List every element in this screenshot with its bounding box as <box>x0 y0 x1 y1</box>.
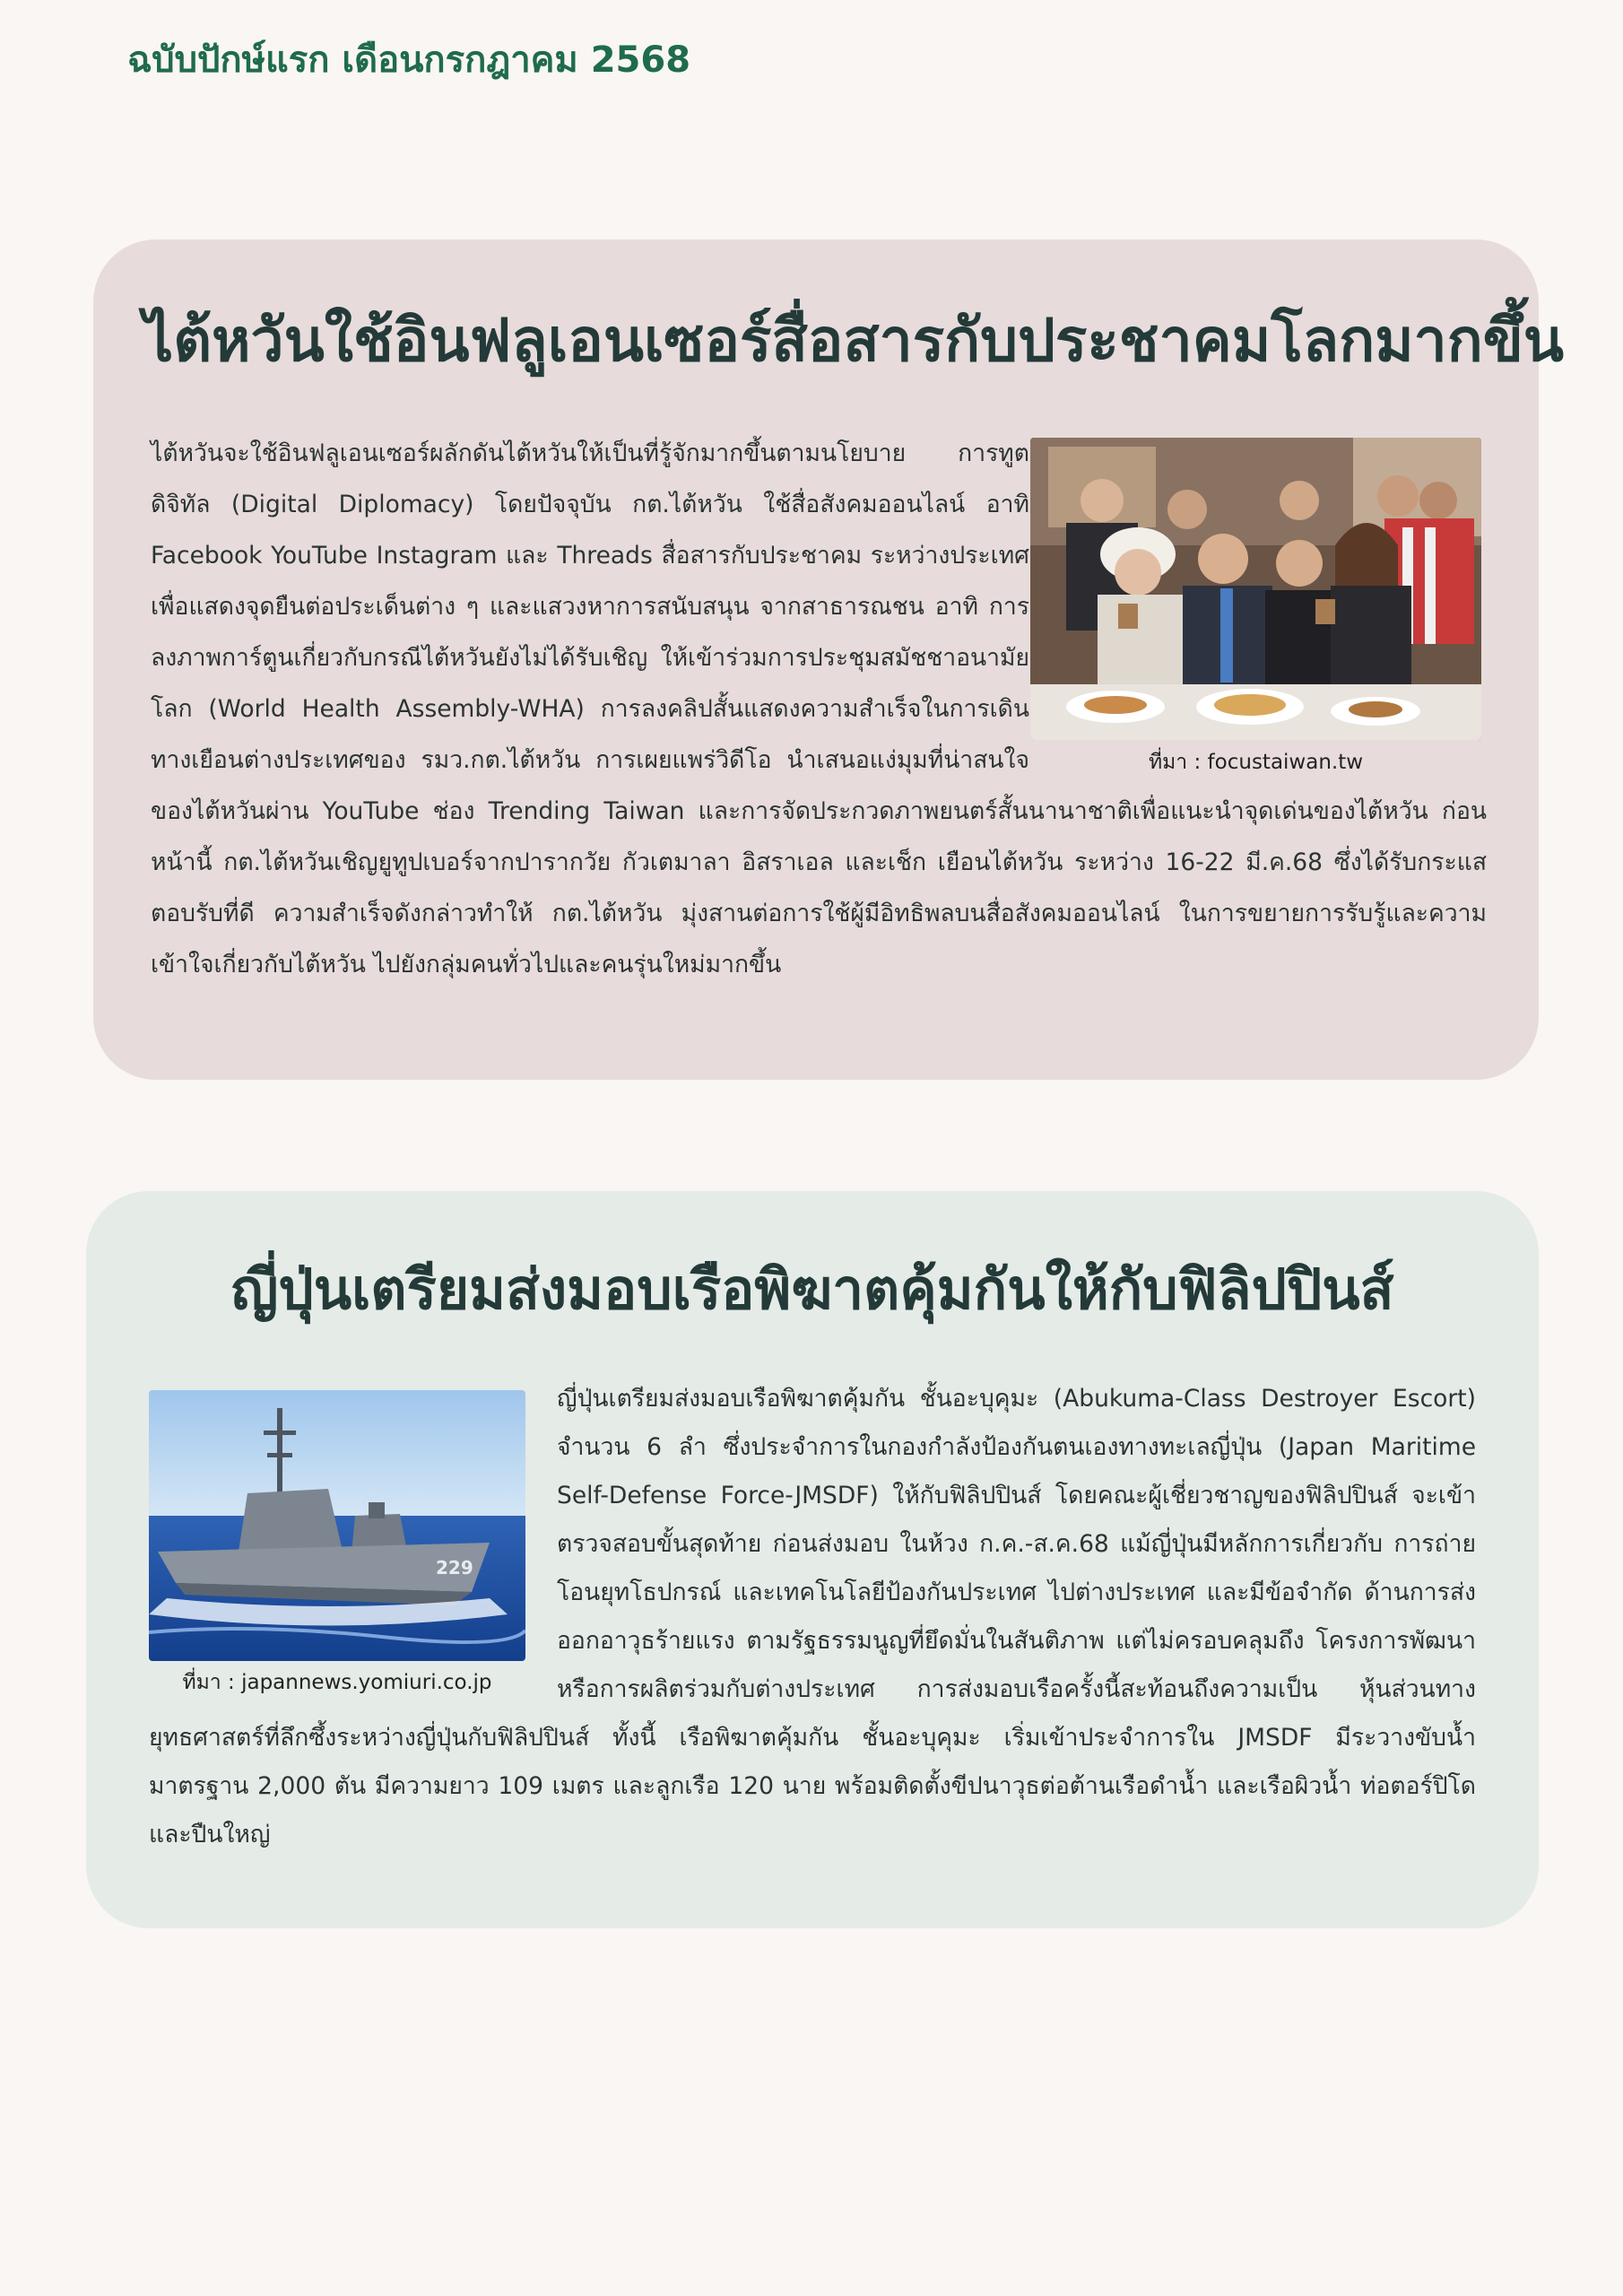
article-japan-card <box>86 1191 1539 1928</box>
article-title: ญี่ปุ่นเตรียมส่งมอบเรือพิฆาตคุ้มกันให้กับฟิลิปปินส์ <box>230 1257 1394 1322</box>
article-title: ไต้หวันใช้อินฟลูเอนเซอร์สื่อสารกับประชาคมโลกมากขึ้น <box>143 306 1564 375</box>
ship-hull-number: 229 <box>436 1557 473 1578</box>
article-body: ไต้หวันจะใช้อินฟลูเอนเซอร์ผลักดันไต้หวันให้เป็นที่รู้จักมากขึ้นตามนโยบาย การทูตดิจิทัล (Digital Diplomacy) โดยปัจจุบัน กต.ไต้หวัน ใช้สื่อสังคมออนไลน์ อาทิ Facebook YouTube Instagram และ Threads สื่อสารกับประชาคม ระหว่างประเทศ เพื่อแสดงจุดยืนต่อประเด็นต่าง ๆ และแสวงหาการสนับสนุน จากสาธารณชน อาทิ การลงภาพการ์ตูนเกี่ยวกับกรณีไต้หวันยังไม่ได้รับเชิญ ให้เข้าร่วมการประชุมสมัชชาอนามัยโลก (World Health Assembly-WHA) การลงคลิปสั้นแสดงความสำเร็จในการเดินทางเยือนต่างประเทศของ รมว.กต.ไต้หวัน การเผยแพร่วิดีโอ นำเสนอแง่มุมที่น่าสนใจของไต้หวันผ่าน YouTube ช่อง Trending Taiwan และการจัดประกวดภาพยนตร์สั้นนานาชาติเพื่อแนะนำจุดเด่นของไต้หวัน ก่อนหน้านี้ กต.ไต้หวันเชิญยูทูปเบอร์จากปารากวัย กัวเตมาลา อิสราเอล และเช็ก เยือนไต้หวัน ระหว่าง 16-22 มี.ค.68 ซึ่งได้รับกระแสตอบรับที่ดี ความสำเร็จดังกล่าวทำให้ กต.ไต้หวัน มุ่งสานต่อการใช้ผู้มีอิทธิพลบนสื่อสังคมออนไลน์ ในการขยายการรับรู้และความเข้าใจเกี่ยวกับไต้หวัน ไปยังกลุ่มคนทั่วไปและคนรุ่นใหม่มากขึ้น <box>151 439 1487 978</box>
image-caption: ที่มา : focustaiwan.tw <box>1148 751 1364 774</box>
issue-header: ฉบับปักษ์แรก เดือนกรกฎาคม 2568 <box>127 39 691 81</box>
image-caption: ที่มา : japannews.yomiuri.co.jp <box>182 1671 492 1694</box>
article-taiwan-card <box>93 239 1564 1080</box>
article-body: ญี่ปุ่นเตรียมส่งมอบเรือพิฆาตคุ้มกัน ชั้นอะบุคุมะ (Abukuma-Class Destroyer Escort) จำนวน 6 ลำ ซึ่งประจำการในกองกำลังป้องกันตนเองทางทะเลญี่ปุ่น (Japan Maritime Self-Defense Force-JMSDF) ให้กับฟิลิปปินส์ โดยคณะผู้เชี่ยวชาญของฟิลิปปินส์ จะเข้าตรวจสอบขั้นสุดท้าย ก่อนส่งมอบ ในห้วง ก.ค.-ส.ค.68 แม้ญี่ปุ่นมีหลักการเกี่ยวกับ การถ่ายโอนยุทโธปกรณ์ และเทคโนโลยีป้องกันประเทศ ไปต่างประเทศ และมีข้อจำกัด ด้านการส่งออกอาวุธร้ายแรง ตามรัฐธรรมนูญที่ยึดมั่นในสันติภาพ แต่ไม่ครอบคลุมถึง โครงการพัฒนาหรือการผลิตร่วมกับต่างประเทศ การส่งมอบเรือครั้งนี้สะท้อนถึงความเป็น หุ้นส่วนทางยุทธศาสตร์ที่ลึกซึ้งระหว่างญี่ปุ่นกับฟิลิปปินส์ ทั้งนี้ เรือพิฆาตคุ้มกัน ชั้นอะบุคุมะ เริ่มเข้าประจำการใน JMSDF มีระวางขับน้ำมาตรฐาน 2,000 ตัน มีความยาว 109 เมตร และลูกเรือ 120 นาย พร้อมติดตั้งขีปนาวุธต่อต้านเรือดำน้ำ และเรือผิวน้ำ ท่อตอร์ปิโด และปืนใหญ่ <box>149 1385 1476 1848</box>
